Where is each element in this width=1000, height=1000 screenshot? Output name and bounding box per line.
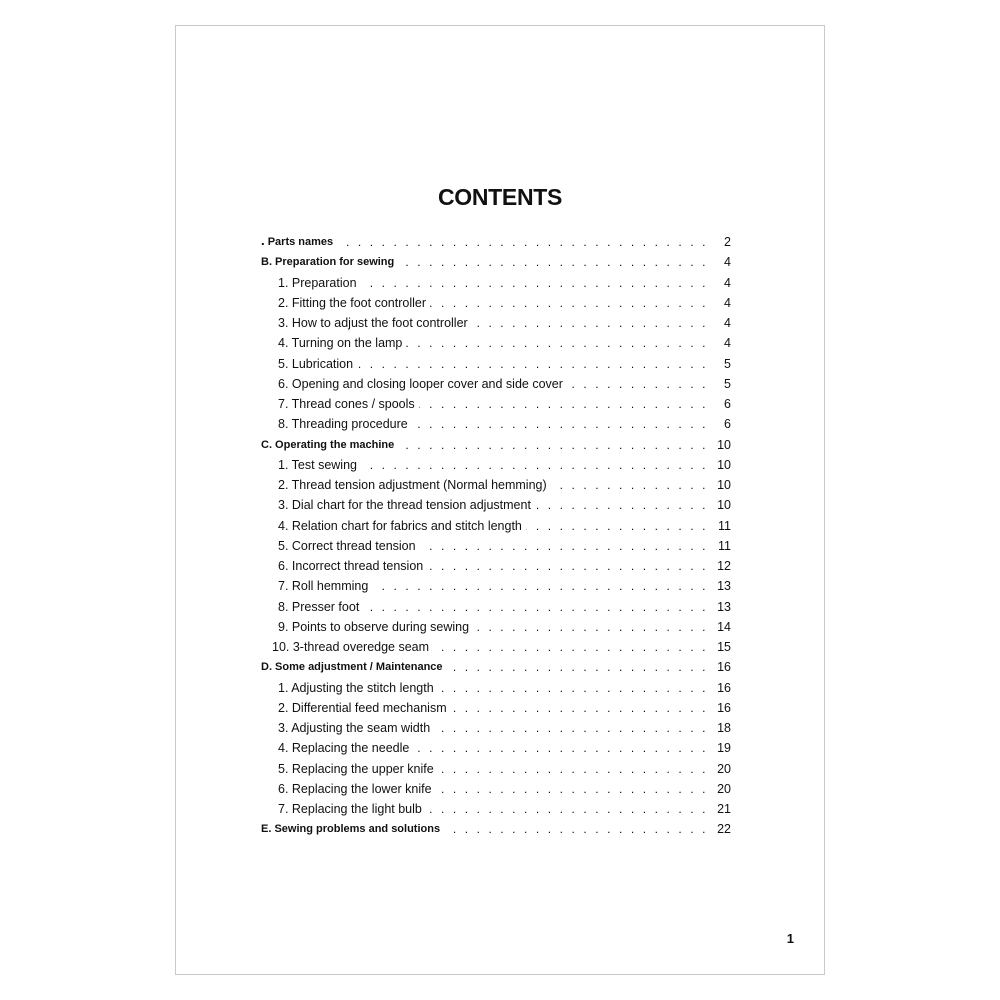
toc-item-row (261, 310, 731, 330)
toc-entry-page: 19 (717, 741, 731, 756)
toc-item-row (261, 452, 731, 472)
toc-item-row (261, 472, 731, 492)
toc-item-row (261, 695, 731, 715)
toc-leader-dots (444, 822, 708, 836)
toc-entry-label: 3. How to adjust the foot controller (278, 316, 468, 330)
toc-leader-dots (430, 296, 708, 310)
toc-leader-dots (420, 539, 708, 553)
toc-leader-dots (363, 600, 708, 614)
toc-item-row (261, 553, 731, 573)
toc-entry-page: 14 (717, 619, 731, 634)
toc-item-row (261, 391, 731, 411)
toc-leader-dots (406, 336, 708, 350)
toc-entry-label: 8. Threading procedure (278, 417, 408, 432)
toc-item-row (261, 492, 731, 512)
toc-leader-dots (438, 762, 708, 776)
toc-item-row (261, 735, 731, 755)
toc-item-row (261, 573, 731, 593)
toc-leader-dots (412, 417, 708, 431)
toc-entry-page: 22 (717, 822, 731, 837)
toc-item-row (261, 796, 731, 816)
toc-item-row (261, 371, 731, 391)
toc-entry-page: 10 (717, 437, 731, 452)
toc-leader-dots (413, 741, 708, 755)
toc-item-row (261, 675, 731, 695)
toc-leader-dots (473, 620, 708, 634)
toc-item-row (261, 513, 731, 533)
toc-item-row (261, 715, 731, 735)
toc-leader-dots (427, 559, 708, 573)
toc-section-row (261, 654, 731, 674)
toc-entry-label: 5. Replacing the upper knife (278, 761, 434, 776)
toc-item-row (261, 614, 731, 634)
toc-entry-page: 4 (724, 295, 731, 310)
toc-entry-page: 18 (717, 721, 731, 735)
toc-entry-label: B. Preparation for sewing (261, 256, 395, 269)
toc-item-row (261, 594, 731, 614)
toc-entry-label: 3. Dial chart for the thread tension adjustment (278, 498, 531, 513)
toc-entry-label: 2. Thread tension adjustment (Normal hemming) (278, 478, 547, 492)
toc-entry-label: 1. Adjusting the stitch length (278, 680, 434, 695)
toc-leader-dots (551, 478, 708, 492)
toc-item-row (261, 290, 731, 310)
toc-leader-dots (436, 782, 708, 796)
toc-entry-label: 5. Correct thread tension (278, 538, 416, 553)
toc-entry-page: 20 (717, 761, 731, 776)
toc-entry-label: 6. Incorrect thread tension (278, 559, 424, 573)
toc-entry-page: 4 (724, 316, 731, 330)
toc-entry-page: 5 (724, 356, 731, 371)
toc-item-row (261, 756, 731, 776)
document-page (175, 25, 825, 975)
toc-entry-page: 6 (724, 417, 731, 432)
toc-entry-page: 16 (717, 700, 731, 715)
toc-item-row (261, 533, 731, 553)
toc-entry-label: 1. Preparation (278, 275, 357, 290)
toc-entry-label: 7. Roll hemming (278, 579, 369, 594)
toc-entry-page: 6 (724, 397, 731, 411)
toc-leader-dots (398, 255, 708, 269)
toc-entry-page: 13 (717, 579, 731, 594)
toc-section-row (261, 432, 731, 452)
toc-entry-label: C. Operating the machine (261, 438, 395, 451)
toc-item-row (261, 270, 731, 290)
toc-leader-dots (433, 640, 708, 654)
toc-entry-label: ․ Parts names (261, 236, 334, 248)
toc-entry-page: 21 (717, 802, 731, 816)
toc-item-row (261, 330, 731, 350)
toc-leader-dots (337, 235, 708, 249)
toc-entry-label: 4. Replacing the needle (278, 741, 410, 756)
toc-entry-page: 11 (718, 538, 731, 553)
toc-entry-label: D. Some adjustment / Maintenance (261, 661, 443, 674)
toc-entry-page: 15 (717, 640, 731, 654)
toc-entry-page: 4 (724, 275, 731, 290)
toc-entry-label: 4. Turning on the lamp (278, 336, 403, 351)
toc-entry-label: 7. Thread cones / spools (278, 397, 415, 411)
toc-leader-dots (535, 498, 708, 512)
toc-entry-page: 20 (717, 781, 731, 796)
toc-entry-page: 11 (718, 518, 731, 533)
toc-leader-dots (526, 519, 708, 533)
toc-entry-label: 1. Test sewing (278, 457, 357, 472)
toc-entry-page: 13 (717, 599, 731, 614)
toc-entry-page: 5 (724, 376, 731, 391)
toc-entry-page: 10 (717, 498, 731, 513)
toc-leader-dots (451, 701, 708, 715)
toc-entry-page: 4 (724, 336, 731, 351)
toc-entry-page: 16 (717, 680, 731, 695)
toc-leader-dots (472, 316, 708, 330)
toc-leader-dots (361, 458, 708, 472)
toc-entry-page: 10 (717, 478, 731, 492)
toc-section-row (261, 249, 731, 269)
toc-leader-dots (419, 397, 708, 411)
toc-item-row (261, 634, 731, 654)
page-title: CONTENTS (437, 184, 563, 210)
toc-entry-label: 6. Opening and closing looper cover and side cover (278, 376, 563, 391)
toc-entry-label: 10. 3-thread overedge seam (272, 640, 430, 654)
toc-section-row (261, 229, 731, 249)
toc-entry-page: 4 (724, 255, 731, 270)
toc-leader-dots (434, 721, 708, 735)
toc-entry-label: 8. Presser foot (278, 599, 360, 614)
toc-leader-dots (398, 438, 708, 452)
toc-leader-dots (426, 802, 708, 816)
toc-leader-dots (372, 579, 708, 593)
toc-leader-dots (567, 377, 708, 391)
toc-item-row (261, 351, 731, 371)
toc-item-row (261, 411, 731, 431)
toc-item-row (261, 776, 731, 796)
toc-entry-page: 10 (717, 457, 731, 472)
toc-leader-dots (447, 660, 708, 674)
toc-entry-label: 7. Replacing the light bulb (278, 802, 422, 816)
toc-entry-label: 5. Lubrication (278, 356, 354, 371)
toc-entry-label: 4. Relation chart for fabrics and stitch length (278, 518, 522, 533)
toc-entry-page: 2 (724, 235, 731, 249)
toc-leader-dots (357, 357, 708, 371)
toc-entry-page: 12 (717, 559, 731, 573)
toc-entry-label: 2. Differential feed mechanism (278, 700, 447, 715)
toc-leader-dots (438, 681, 708, 695)
page-number: 1 (786, 931, 794, 946)
toc-section-row (261, 816, 731, 836)
toc-leader-dots (361, 276, 708, 290)
toc-entry-label: E. Sewing problems and solutions (261, 823, 441, 836)
toc-entry-label: 2. Fitting the foot controller (278, 295, 426, 310)
toc-entry-label: 9. Points to observe during sewing (278, 619, 470, 634)
toc-entry-label: 3. Adjusting the seam width (278, 721, 431, 735)
toc-entry-page: 16 (717, 660, 731, 675)
toc-entry-label: 6. Replacing the lower knife (278, 781, 432, 796)
